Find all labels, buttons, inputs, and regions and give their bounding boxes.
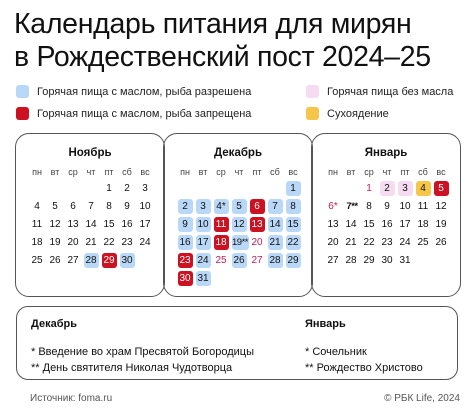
calendar-day: 25 — [417, 237, 429, 248]
calendar-day: 20 — [251, 237, 263, 248]
weekday-label: сб — [122, 167, 132, 177]
legend-swatch-pink — [306, 85, 319, 98]
calendar-day: 22 — [363, 237, 375, 248]
calendar-day: 4 — [416, 181, 431, 196]
calendar-day: 18 — [215, 237, 227, 248]
calendar-day: 21 — [269, 237, 281, 248]
calendar-day: 30 — [381, 255, 393, 266]
calendar-day: 16 — [381, 219, 393, 230]
footer-copyright: © РБК Life, 2024 — [384, 393, 460, 404]
calendar-day: 21 — [345, 237, 357, 248]
notes-january-line-1: * Сочельник — [305, 346, 367, 358]
notes-december-title: Декабрь — [31, 318, 77, 330]
weekday-label: ср — [216, 167, 226, 177]
calendar-day: 8 — [286, 199, 301, 214]
weekday-label: вт — [198, 167, 208, 177]
legend-label: Горячая пища с маслом, рыба разрешена — [37, 85, 252, 98]
month-title: Январь — [364, 147, 408, 159]
weekday-label: пн — [328, 167, 338, 177]
calendar-day: 13 — [327, 219, 339, 230]
notes-december-line-2: ** День святителя Николая Чудотворца — [31, 362, 233, 374]
calendar-day: 11 — [417, 201, 429, 212]
legend-item-dry-eating — [306, 107, 389, 120]
calendar-day: 26 — [49, 255, 61, 266]
weekday-row — [324, 167, 450, 177]
legend-swatch-red — [16, 107, 29, 120]
calendar-day: 17 — [399, 219, 411, 230]
weekday-label: чт — [86, 167, 96, 177]
legend-swatch-blue — [16, 85, 29, 98]
weekday-label: сб — [270, 167, 280, 177]
calendar-day: 8 — [106, 201, 112, 212]
calendar-day: 26 — [435, 237, 447, 248]
calendar-day: 22 — [287, 237, 299, 248]
calendar-day: 16 — [179, 237, 191, 248]
calendar-day: 9 — [384, 201, 390, 212]
calendar-day: 22 — [103, 237, 115, 248]
calendar-day: 1 — [286, 181, 301, 196]
calendar-day: 31 — [197, 273, 209, 284]
title-line-1: Календарь питания для мирян — [14, 8, 412, 40]
calendar-day: 7 — [268, 199, 283, 214]
calendar-day: 13 — [67, 219, 79, 230]
calendar-day: 11 — [214, 217, 229, 232]
calendar-day: 5 — [232, 199, 247, 214]
calendar-day: 12 — [49, 219, 61, 230]
weekday-label: ср — [364, 167, 374, 177]
calendar-day: 12 — [233, 219, 245, 230]
calendar-day: 27 — [327, 255, 339, 266]
calendar-day: 14 — [85, 219, 97, 230]
legend-label: Горячая пища с маслом, рыба запрещена — [37, 107, 252, 120]
calendar-day: 24 — [197, 255, 209, 266]
calendar-day: 21 — [85, 237, 97, 248]
calendar-day: 31 — [399, 255, 411, 266]
calendar-day: 3 — [196, 199, 211, 214]
calendar-day: 11 — [31, 219, 43, 230]
weekday-label: чт — [382, 167, 392, 177]
notes-box — [16, 306, 458, 380]
page-title — [14, 8, 464, 74]
calendar-day: 26 — [233, 255, 245, 266]
calendar-day: 25 — [31, 255, 43, 266]
calendar-day: 7** — [346, 201, 358, 212]
calendar-day: 20 — [327, 237, 339, 248]
month-title: Ноябрь — [68, 147, 112, 159]
legend-label: Сухоядение — [327, 107, 389, 120]
calendar-day: 23 — [121, 237, 133, 248]
calendar-day: 23 — [381, 237, 393, 248]
calendar-day: 13 — [251, 219, 263, 230]
calendar-day: 19** — [232, 237, 248, 248]
calendar-day: 15 — [363, 219, 375, 230]
weekday-row — [176, 167, 302, 177]
calendar-day: 10 — [399, 201, 411, 212]
weekday-label: вт — [50, 167, 60, 177]
weekday-label: сб — [418, 167, 428, 177]
legend-item-fish-forbidden — [16, 107, 251, 120]
calendar-day: 18 — [417, 219, 429, 230]
calendar-day: 10 — [139, 201, 151, 212]
notes-january — [305, 318, 423, 376]
month-card-november — [15, 133, 165, 297]
calendar-day: 19 — [435, 219, 447, 230]
calendar-day: 5 — [52, 201, 58, 212]
weekday-label: чт — [234, 167, 244, 177]
weekday-label: ср — [68, 167, 78, 177]
legend-item-fish-allowed — [16, 85, 251, 98]
calendar-day: 29 — [363, 255, 375, 266]
calendar-day: 2 — [178, 199, 193, 214]
calendar-day: 1 — [106, 183, 112, 194]
weekday-label: пт — [104, 167, 114, 177]
calendar-day: 8 — [366, 201, 372, 212]
weekday-label: пн — [180, 167, 190, 177]
calendar-day: 14 — [345, 219, 357, 230]
weekday-label: пт — [252, 167, 262, 177]
weekday-label: вс — [140, 167, 150, 177]
month-title: Декабрь — [213, 147, 263, 159]
notes-january-line-2: ** Рождество Христово — [305, 362, 423, 374]
calendar-day: 18 — [31, 237, 43, 248]
calendar-day: 4* — [214, 199, 229, 214]
calendar-day: 6 — [70, 201, 76, 212]
calendar-day: 30 — [121, 255, 133, 266]
calendar-day: 27 — [67, 255, 79, 266]
weekday-label: вс — [436, 167, 446, 177]
calendar-day: 28 — [269, 255, 281, 266]
calendar-day: 2 — [380, 181, 395, 196]
calendar-day: 6* — [328, 201, 338, 212]
month-card-december — [163, 133, 313, 297]
notes-december-line-1: * Введение во храм Пресвятой Богородицы — [31, 346, 254, 358]
calendar-day: 24 — [139, 237, 151, 248]
calendar-day: 28 — [85, 255, 97, 266]
calendar-day: 29 — [287, 255, 299, 266]
notes-january-title: Январь — [305, 318, 346, 330]
calendar-day: 15 — [103, 219, 115, 230]
calendar-day: 16 — [121, 219, 133, 230]
calendar-day: 15 — [287, 219, 299, 230]
calendar-day: 23 — [179, 255, 191, 266]
calendar-day: 30 — [179, 273, 191, 284]
weekday-label: пн — [32, 167, 42, 177]
calendar-day: 12 — [435, 201, 447, 212]
calendar-day: 14 — [269, 219, 281, 230]
calendar-day: 3 — [398, 181, 413, 196]
calendar-day: 5 — [434, 181, 449, 196]
calendar-day: 3 — [142, 183, 148, 194]
legend-item-no-oil — [306, 85, 453, 98]
calendar-day: 17 — [139, 219, 151, 230]
calendar-day: 4 — [34, 201, 40, 212]
legend-swatch-yellow — [306, 107, 319, 120]
calendar-day: 2 — [124, 183, 130, 194]
title-line-2: в Рождественский пост 2024–25 — [14, 41, 431, 73]
calendar-day: 19 — [49, 237, 61, 248]
calendar-day: 9 — [124, 201, 130, 212]
month-card-january — [311, 133, 461, 297]
calendar-day: 27 — [251, 255, 263, 266]
calendar-day: 29 — [103, 255, 115, 266]
weekday-label: вт — [346, 167, 356, 177]
calendar-day: 6 — [250, 199, 265, 214]
legend-label: Горячая пища без масла — [327, 85, 454, 98]
calendar-day: 17 — [197, 237, 209, 248]
calendar-day: 24 — [399, 237, 411, 248]
calendar-day: 20 — [67, 237, 79, 248]
weekday-row — [28, 167, 154, 177]
calendar-day: 9 — [178, 217, 193, 232]
calendar-day: 1 — [366, 183, 372, 194]
calendar-day: 28 — [345, 255, 357, 266]
footer-source: Источник: foma.ru — [30, 393, 113, 404]
calendar-day: 25 — [215, 255, 227, 266]
calendar-day: 10 — [197, 219, 209, 230]
weekday-label: вс — [288, 167, 298, 177]
weekday-label: пт — [400, 167, 410, 177]
calendar-day: 7 — [88, 201, 94, 212]
notes-december — [31, 318, 254, 376]
